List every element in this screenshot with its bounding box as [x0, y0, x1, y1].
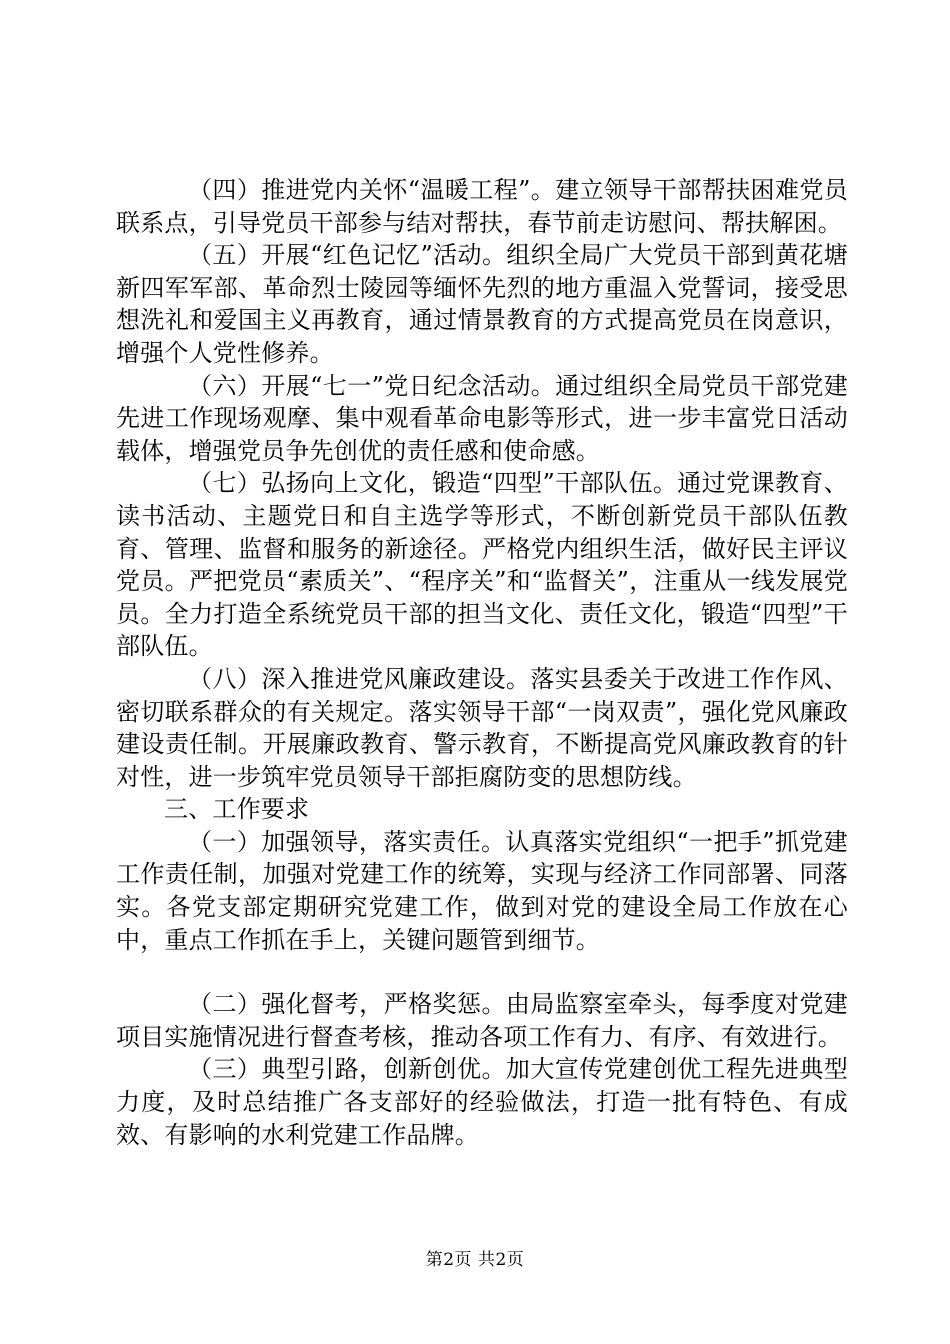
paragraph-leadership: （一）加强领导，落实责任。认真落实党组织“一把手”抓党建工作责任制，加强对党建工作的统筹，实现与经济工作同部署、同落实。各党支部定期研究党建工作，做到对党的建设全局工作放在心中，重点工作抓在手上，关键问题管到细节。 — [116, 827, 848, 954]
section-heading-requirements: 三、工作要求 — [164, 795, 310, 824]
paragraph-july-first: （六）开展“七一”党日纪念活动。通过组织全局党员干部党建先进工作现场观摩、集中观看革命电影等形式，进一步丰富党日活动载体，增强党员争先创优的责任感和使命感。 — [116, 371, 848, 465]
document-body — [116, 174, 848, 1151]
paragraph-supervision: （二）强化督考，严格奖惩。由局监察室牵头，每季度对党建项目实施情况进行督查考核，推动各项工作有力、有序、有效进行。 — [116, 990, 848, 1051]
paragraph-red-memory: （五）开展“红色记忆”活动。组织全局广大党员干部到黄花塘新四军军部、革命烈士陵园等缅怀先烈的地方重温入党誓词，接受思想洗礼和爱国主义再教育，通过情景教育的方式提高党员在岗意识，增强个人党性修养。 — [116, 241, 848, 367]
paragraph-spacer — [116, 956, 848, 988]
paragraph-integrity: （八）深入推进党风廉政建设。落实县委关于改进工作作风、密切联系群众的有关规定。落实领导干部“一岗双责”，强化党风廉政建设责任制。开展廉政教育、警示教育，不断提高党风廉政教育的针对性，进一步筑牢党员领导干部拒腐防变的思想防线。 — [116, 664, 848, 791]
page-footer: 第2页 共2页 — [425, 1250, 525, 1270]
paragraph-warmth-project: （四）推进党内关怀“温暖工程”。建立领导干部帮扶困难党员联系点，引导党员干部参与结对帮扶，春节前走访慰问、帮扶解困。 — [116, 176, 848, 237]
paragraph-culture-team: （七）弘扬向上文化，锻造“四型”干部队伍。通过党课教育、读书活动、主题党日和自主选学等形式，不断创新党员干部队伍教育、管理、监督和服务的新途径。严格党内组织生活，做好民主评议党员。严把党员“素质关”、“程序关”和“监督关”，注重从一线发展党员。全力打造全系统党员干部的担当文化、责任文化，锻造“四型”干部队伍。 — [116, 469, 848, 661]
paragraph-models: （三）典型引路，创新创优。加大宣传党建创优工程先进典型力度，及时总结推广各支部好的经验做法，打造一批有特色、有成效、有影响的水利党建工作品牌。 — [116, 1055, 848, 1149]
